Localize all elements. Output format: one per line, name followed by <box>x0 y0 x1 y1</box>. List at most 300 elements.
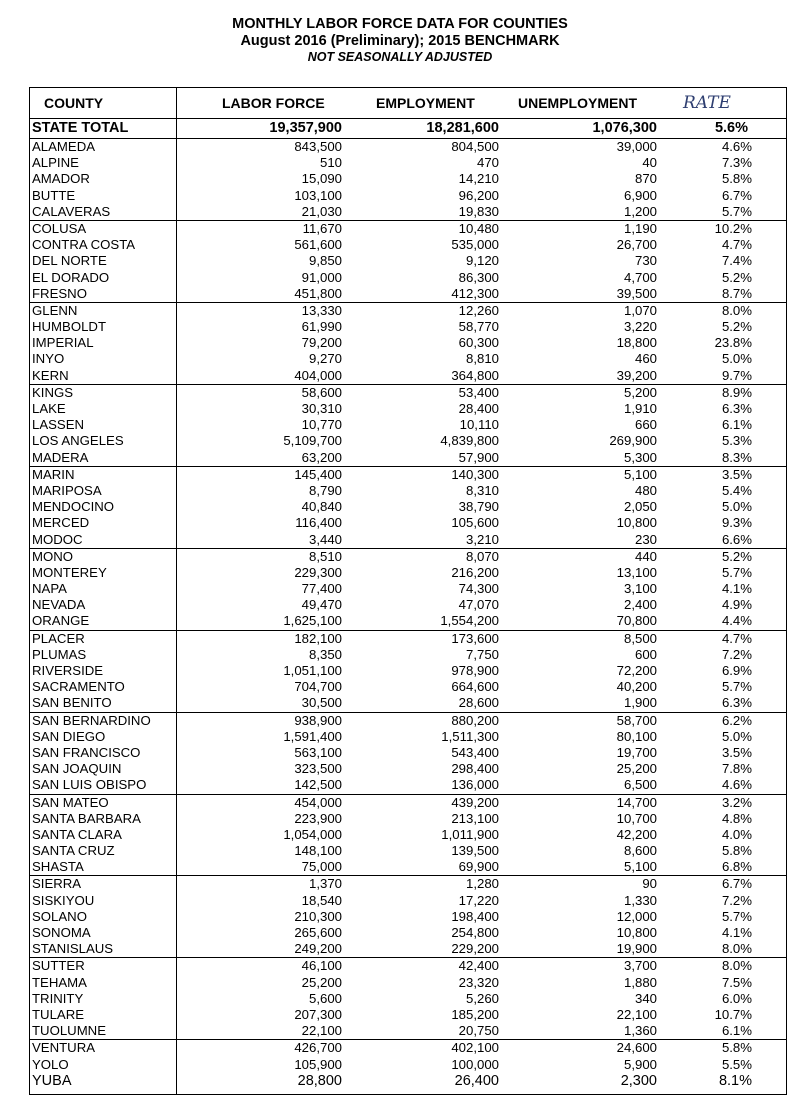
county-rows <box>30 139 786 1089</box>
labor-force-value: 510 <box>319 155 342 171</box>
labor-force-value: 103,100 <box>294 187 342 203</box>
table-row <box>30 139 786 155</box>
county-name: ORANGE <box>32 613 90 629</box>
county-name: SAN BERNARDINO <box>32 712 151 728</box>
labor-force-value: 91,000 <box>301 269 342 285</box>
unemployment-value: 1,900 <box>623 695 657 711</box>
unemployment-value: 730 <box>634 253 657 269</box>
county-name: SACRAMENTO <box>32 679 125 695</box>
county-name: SONOMA <box>32 925 91 940</box>
unemployment-value: 14,700 <box>616 794 657 810</box>
rate-value: 6.3% <box>721 401 752 416</box>
labor-force-value: 22,100 <box>301 1023 342 1039</box>
table-row <box>30 549 786 565</box>
rate-value: 8.0% <box>721 302 752 318</box>
county-group <box>30 385 786 467</box>
rate-value: 6.3% <box>721 695 752 711</box>
employment-value: 12,260 <box>458 302 499 318</box>
labor-force-value: 9,850 <box>308 253 342 269</box>
rate-value: 23.8% <box>714 335 752 351</box>
unemployment-value: 3,100 <box>623 581 657 597</box>
labor-force-value: 210,300 <box>294 908 342 924</box>
employment-value: 20,750 <box>458 1023 499 1039</box>
employment-value: 8,810 <box>465 351 499 367</box>
rate-value: 9.7% <box>721 367 752 383</box>
labor-force-value: 704,700 <box>294 679 342 695</box>
county-name: SUTTER <box>32 958 85 974</box>
unemployment-value: 72,200 <box>616 663 657 678</box>
unemployment-value: 25,200 <box>616 761 657 777</box>
table-row <box>30 385 786 401</box>
employment-value: 74,300 <box>458 581 499 597</box>
unemployment-value: 24,600 <box>616 1040 657 1056</box>
table-row <box>30 335 786 351</box>
employment-value: 28,400 <box>458 401 499 416</box>
labor-force-value: 323,500 <box>294 761 342 777</box>
table-row <box>30 1023 786 1039</box>
employment-value: 10,110 <box>459 417 499 433</box>
county-name: MONTEREY <box>32 564 107 580</box>
rate-value: 5.3% <box>721 433 752 449</box>
county-name: YUBA <box>32 1072 72 1089</box>
labor-force-value: 8,510 <box>308 548 342 564</box>
unemployment-value: 480 <box>634 482 657 498</box>
unemployment-value: 340 <box>634 990 657 1006</box>
labor-force-value: 9,270 <box>308 351 342 367</box>
employment-value: 7,750 <box>465 646 499 662</box>
employment-value: 26,400 <box>454 1072 499 1089</box>
rate-value: 7.8% <box>721 761 752 777</box>
employment-value: 978,900 <box>451 663 499 678</box>
rate-value: 6.1% <box>721 417 752 433</box>
rate-value: 5.4% <box>721 482 752 498</box>
table-row <box>30 204 786 220</box>
unemployment-value: 2,050 <box>623 499 657 515</box>
employment-value: 53,400 <box>458 384 499 400</box>
rate-value: 8.0% <box>721 958 752 974</box>
table-row <box>30 221 786 237</box>
county-name: SAN MATEO <box>32 794 109 810</box>
labor-force-value: 1,591,400 <box>283 728 342 744</box>
rate-value: 5.0% <box>721 728 752 744</box>
rate-value: 5.2% <box>721 319 752 335</box>
unemployment-value: 39,200 <box>616 367 657 383</box>
table-row <box>30 253 786 269</box>
county-name: MARIN <box>32 466 75 482</box>
unemployment-value: 660 <box>634 417 657 433</box>
rate-value: 3.5% <box>721 744 752 760</box>
county-name: AMADOR <box>32 171 90 187</box>
labor-force-value: 11,670 <box>302 220 342 236</box>
table-row <box>30 745 786 761</box>
labor-force-value: 1,054,000 <box>283 826 342 842</box>
table-row <box>30 368 786 384</box>
employment-value: 14,210 <box>458 171 499 187</box>
labor-force-value: 229,300 <box>294 564 342 580</box>
county-name: LOS ANGELES <box>32 433 124 449</box>
labor-force-value: 207,300 <box>294 1006 342 1022</box>
labor-force-value: 563,100 <box>294 744 342 760</box>
unemployment-value: 39,000 <box>616 139 657 154</box>
table-row <box>30 713 786 729</box>
state-total-label: STATE TOTAL <box>32 120 129 136</box>
unemployment-value: 600 <box>634 646 657 662</box>
labor-force-value: 454,000 <box>294 794 342 810</box>
employment-value: 17,220 <box>458 892 499 908</box>
rate-value: 5.7% <box>721 564 752 580</box>
employment-value: 10,480 <box>458 220 499 236</box>
unemployment-value: 1,200 <box>623 203 657 219</box>
table-row <box>30 777 786 793</box>
rate-value: 7.2% <box>721 892 752 908</box>
county-name: SOLANO <box>32 908 87 924</box>
unemployment-value: 58,700 <box>616 712 657 728</box>
unemployment-value: 5,200 <box>623 384 657 400</box>
county-name: KERN <box>32 367 69 383</box>
table-row <box>30 958 786 974</box>
unemployment-value: 1,360 <box>623 1023 657 1039</box>
unemployment-value: 8,600 <box>623 843 657 859</box>
unemployment-value: 5,300 <box>623 449 657 465</box>
unemployment-value: 18,800 <box>616 335 657 351</box>
table-row <box>30 286 786 302</box>
table-row <box>30 401 786 417</box>
table-row <box>30 941 786 957</box>
county-name: NEVADA <box>32 597 86 613</box>
table-row <box>30 795 786 811</box>
county-name: TRINITY <box>32 990 84 1006</box>
table-row <box>30 319 786 335</box>
employment-value: 412,300 <box>451 285 499 301</box>
unemployment-value: 460 <box>634 351 657 367</box>
unemployment-value: 1,070 <box>623 302 657 318</box>
rate-value: 4.7% <box>721 237 752 253</box>
unemployment-value: 39,500 <box>616 285 657 301</box>
state-total-rate: 5.6% <box>714 120 748 136</box>
page-subtitle: August 2016 (Preliminary); 2015 BENCHMARK <box>240 33 560 49</box>
unemployment-value: 5,900 <box>623 1056 657 1072</box>
employment-value: 364,800 <box>451 367 499 383</box>
table-row <box>30 597 786 613</box>
unemployment-value: 19,700 <box>616 744 657 760</box>
table-row <box>30 155 786 171</box>
labor-force-value: 79,200 <box>301 335 342 351</box>
county-name: TUOLUMNE <box>32 1023 106 1039</box>
employment-value: 105,600 <box>451 515 499 531</box>
rate-value: 10.2% <box>714 220 752 236</box>
employment-value: 1,011,900 <box>441 826 499 842</box>
employment-value: 5,260 <box>465 990 499 1006</box>
employment-value: 69,900 <box>458 859 499 875</box>
labor-force-value: 105,900 <box>294 1056 342 1072</box>
unemployment-value: 3,700 <box>623 958 657 974</box>
table-row <box>30 270 786 286</box>
unemployment-value: 8,500 <box>623 630 657 646</box>
unemployment-value: 2,300 <box>620 1072 657 1089</box>
table-row <box>30 1040 786 1056</box>
rate-value: 7.5% <box>721 974 752 990</box>
table-row <box>30 876 786 892</box>
county-name: MADERA <box>32 449 89 465</box>
county-group <box>30 467 786 549</box>
rate-value: 6.8% <box>721 859 752 875</box>
state-total-unemployment: 1,076,300 <box>592 120 657 136</box>
employment-value: 3,210 <box>465 531 499 547</box>
employment-value: 57,900 <box>458 449 499 465</box>
county-name: SAN DIEGO <box>32 728 106 744</box>
employment-value: 1,511,300 <box>441 728 499 744</box>
county-name: MONO <box>32 548 74 564</box>
employment-value: 8,070 <box>465 548 499 564</box>
unemployment-value: 5,100 <box>623 859 657 875</box>
table-row <box>30 1073 786 1089</box>
county-group <box>30 713 786 795</box>
table-row <box>30 843 786 859</box>
employment-value: 439,200 <box>451 794 499 810</box>
employment-value: 1,554,200 <box>440 613 499 629</box>
rate-value: 4.4% <box>721 613 752 629</box>
unemployment-value: 6,900 <box>623 187 657 203</box>
table-row <box>30 925 786 941</box>
header-rate: RATE <box>683 93 731 113</box>
county-group <box>30 139 786 221</box>
county-name: DEL NORTE <box>32 253 107 269</box>
unemployment-value: 2,400 <box>623 597 657 613</box>
labor-force-value: 58,600 <box>301 384 342 400</box>
table-row <box>30 1057 786 1073</box>
table-row <box>30 729 786 745</box>
header-employment: EMPLOYMENT <box>376 95 475 111</box>
table-row <box>30 499 786 515</box>
labor-force-value: 1,625,100 <box>283 613 342 629</box>
rate-value: 7.4% <box>721 253 752 269</box>
unemployment-value: 1,190 <box>623 220 657 236</box>
employment-value: 8,310 <box>465 482 499 498</box>
employment-value: 86,300 <box>458 269 499 285</box>
employment-value: 136,000 <box>451 777 499 793</box>
unemployment-value: 6,500 <box>623 777 657 793</box>
table-row <box>30 450 786 466</box>
rate-value: 3.5% <box>721 466 752 482</box>
county-name: MENDOCINO <box>32 499 115 515</box>
unemployment-value: 19,900 <box>616 941 657 957</box>
county-name: SAN JOAQUIN <box>32 761 122 777</box>
table-row <box>30 303 786 319</box>
county-name: MODOC <box>32 531 83 547</box>
unemployment-value: 1,880 <box>623 974 657 990</box>
table-row <box>30 171 786 187</box>
table-row <box>30 417 786 433</box>
rate-value: 6.7% <box>721 876 752 892</box>
rate-value: 5.7% <box>721 679 752 695</box>
employment-value: 4,839,800 <box>440 433 499 449</box>
county-name: SAN BENITO <box>32 695 112 711</box>
county-name: PLACER <box>32 630 85 646</box>
table-row <box>30 663 786 679</box>
county-name: ALPINE <box>32 155 79 171</box>
county-name: EL DORADO <box>32 269 110 285</box>
rate-value: 3.2% <box>721 794 752 810</box>
table-row <box>30 1007 786 1023</box>
table-row <box>30 975 786 991</box>
unemployment-value: 12,000 <box>616 908 657 924</box>
labor-force-value: 77,400 <box>301 581 342 597</box>
rate-value: 4.1% <box>721 925 752 940</box>
labor-force-value: 75,000 <box>301 859 342 875</box>
table-row <box>30 695 786 711</box>
rate-value: 6.7% <box>721 187 752 203</box>
labor-force-value: 265,600 <box>294 925 342 940</box>
employment-value: 213,100 <box>451 810 499 826</box>
employment-value: 19,830 <box>458 203 499 219</box>
county-name: RIVERSIDE <box>32 663 104 678</box>
table-row <box>30 188 786 204</box>
employment-value: 38,790 <box>458 499 499 515</box>
unemployment-value: 26,700 <box>616 237 657 253</box>
county-name: STANISLAUS <box>32 941 114 957</box>
rate-value: 4.6% <box>721 139 752 154</box>
labor-force-value: 46,100 <box>301 958 342 974</box>
county-name: YOLO <box>32 1056 69 1072</box>
unemployment-value: 10,800 <box>616 925 657 940</box>
county-group <box>30 958 786 1040</box>
county-name: PLUMAS <box>32 646 87 662</box>
state-total-row <box>30 119 786 139</box>
labor-force-value: 145,400 <box>294 466 342 482</box>
rate-value: 4.1% <box>721 581 752 597</box>
rate-value: 6.2% <box>721 712 752 728</box>
county-group <box>30 1040 786 1089</box>
unemployment-value: 10,800 <box>616 515 657 531</box>
employment-value: 28,600 <box>458 695 499 711</box>
page-title: MONTHLY LABOR FORCE DATA FOR COUNTIES <box>232 16 568 32</box>
table-row <box>30 483 786 499</box>
county-name: SANTA CRUZ <box>32 843 115 859</box>
employment-value: 254,800 <box>451 925 499 940</box>
table-row <box>30 351 786 367</box>
table-row <box>30 237 786 253</box>
unemployment-value: 4,700 <box>623 269 657 285</box>
rate-value: 8.0% <box>721 941 752 957</box>
employment-value: 229,200 <box>451 941 499 957</box>
county-name: SIERRA <box>32 876 82 892</box>
employment-value: 23,320 <box>458 974 499 990</box>
labor-force-value: 30,500 <box>301 695 342 711</box>
unemployment-value: 10,700 <box>616 810 657 826</box>
rate-value: 8.1% <box>718 1072 752 1089</box>
rate-value: 8.7% <box>721 285 752 301</box>
county-name: FRESNO <box>32 285 87 301</box>
labor-force-value: 426,700 <box>294 1040 342 1056</box>
table-header <box>30 88 786 119</box>
unemployment-value: 1,910 <box>623 401 657 416</box>
county-name: COLUSA <box>32 220 87 236</box>
county-name: IMPERIAL <box>32 335 94 351</box>
labor-force-value: 404,000 <box>294 367 342 383</box>
labor-force-value: 61,990 <box>301 319 342 335</box>
rate-value: 9.3% <box>721 515 752 531</box>
table-row <box>30 859 786 875</box>
adjustment-note: NOT SEASONALLY ADJUSTED <box>307 50 493 64</box>
county-name: MERCED <box>32 515 90 531</box>
employment-value: 139,500 <box>451 843 499 859</box>
rate-value: 5.2% <box>721 548 752 564</box>
table-row <box>30 532 786 548</box>
table-row <box>30 991 786 1007</box>
header-labor-force: LABOR FORCE <box>222 95 325 111</box>
employment-value: 298,400 <box>451 761 499 777</box>
labor-force-value: 1,051,100 <box>283 663 342 678</box>
rate-value: 8.9% <box>721 384 752 400</box>
rate-value: 7.3% <box>721 155 752 171</box>
table-row <box>30 909 786 925</box>
labor-force-value: 5,109,700 <box>283 433 342 449</box>
county-name: MARIPOSA <box>32 482 102 498</box>
employment-value: 535,000 <box>451 237 499 253</box>
rate-value: 7.2% <box>721 646 752 662</box>
labor-force-value: 843,500 <box>294 139 342 154</box>
labor-force-value: 148,100 <box>294 843 342 859</box>
rate-value: 5.7% <box>721 203 752 219</box>
county-group <box>30 549 786 631</box>
county-name: SISKIYOU <box>32 892 95 908</box>
table-row <box>30 827 786 843</box>
labor-force-value: 8,790 <box>308 482 342 498</box>
county-name: SAN FRANCISCO <box>32 744 141 760</box>
table-row <box>30 515 786 531</box>
labor-force-value: 8,350 <box>308 646 342 662</box>
employment-value: 198,400 <box>451 908 499 924</box>
labor-force-value: 561,600 <box>294 237 342 253</box>
county-group <box>30 795 786 877</box>
rate-value: 4.0% <box>721 826 752 842</box>
employment-value: 42,400 <box>458 958 499 974</box>
rate-value: 10.7% <box>714 1006 752 1022</box>
county-name: KINGS <box>32 384 74 400</box>
county-name: SANTA CLARA <box>32 826 122 842</box>
table-row <box>30 581 786 597</box>
county-group <box>30 303 786 385</box>
rate-value: 5.0% <box>721 499 752 515</box>
labor-force-value: 25,200 <box>301 974 342 990</box>
employment-value: 880,200 <box>451 712 499 728</box>
rate-value: 4.7% <box>721 630 752 646</box>
labor-force-value: 13,330 <box>301 302 342 318</box>
rate-value: 4.9% <box>721 597 752 613</box>
table-row <box>30 467 786 483</box>
unemployment-value: 22,100 <box>616 1006 657 1022</box>
labor-force-value: 142,500 <box>294 777 342 793</box>
unemployment-value: 42,200 <box>616 826 657 842</box>
rate-value: 6.6% <box>721 531 752 547</box>
employment-value: 804,500 <box>451 139 499 154</box>
unemployment-value: 3,220 <box>623 319 657 335</box>
unemployment-value: 40 <box>642 155 657 171</box>
employment-value: 185,200 <box>451 1006 499 1022</box>
county-group <box>30 631 786 713</box>
unemployment-value: 90 <box>642 876 657 892</box>
county-name: BUTTE <box>32 187 76 203</box>
table-row <box>30 893 786 909</box>
employment-value: 402,100 <box>451 1040 499 1056</box>
employment-value: 58,770 <box>458 319 499 335</box>
labor-force-value: 938,900 <box>294 712 342 728</box>
rate-value: 4.8% <box>721 810 752 826</box>
unemployment-value: 70,800 <box>616 613 657 629</box>
labor-force-value: 223,900 <box>294 810 342 826</box>
labor-force-value: 5,600 <box>308 990 342 1006</box>
employment-value: 140,300 <box>451 466 499 482</box>
